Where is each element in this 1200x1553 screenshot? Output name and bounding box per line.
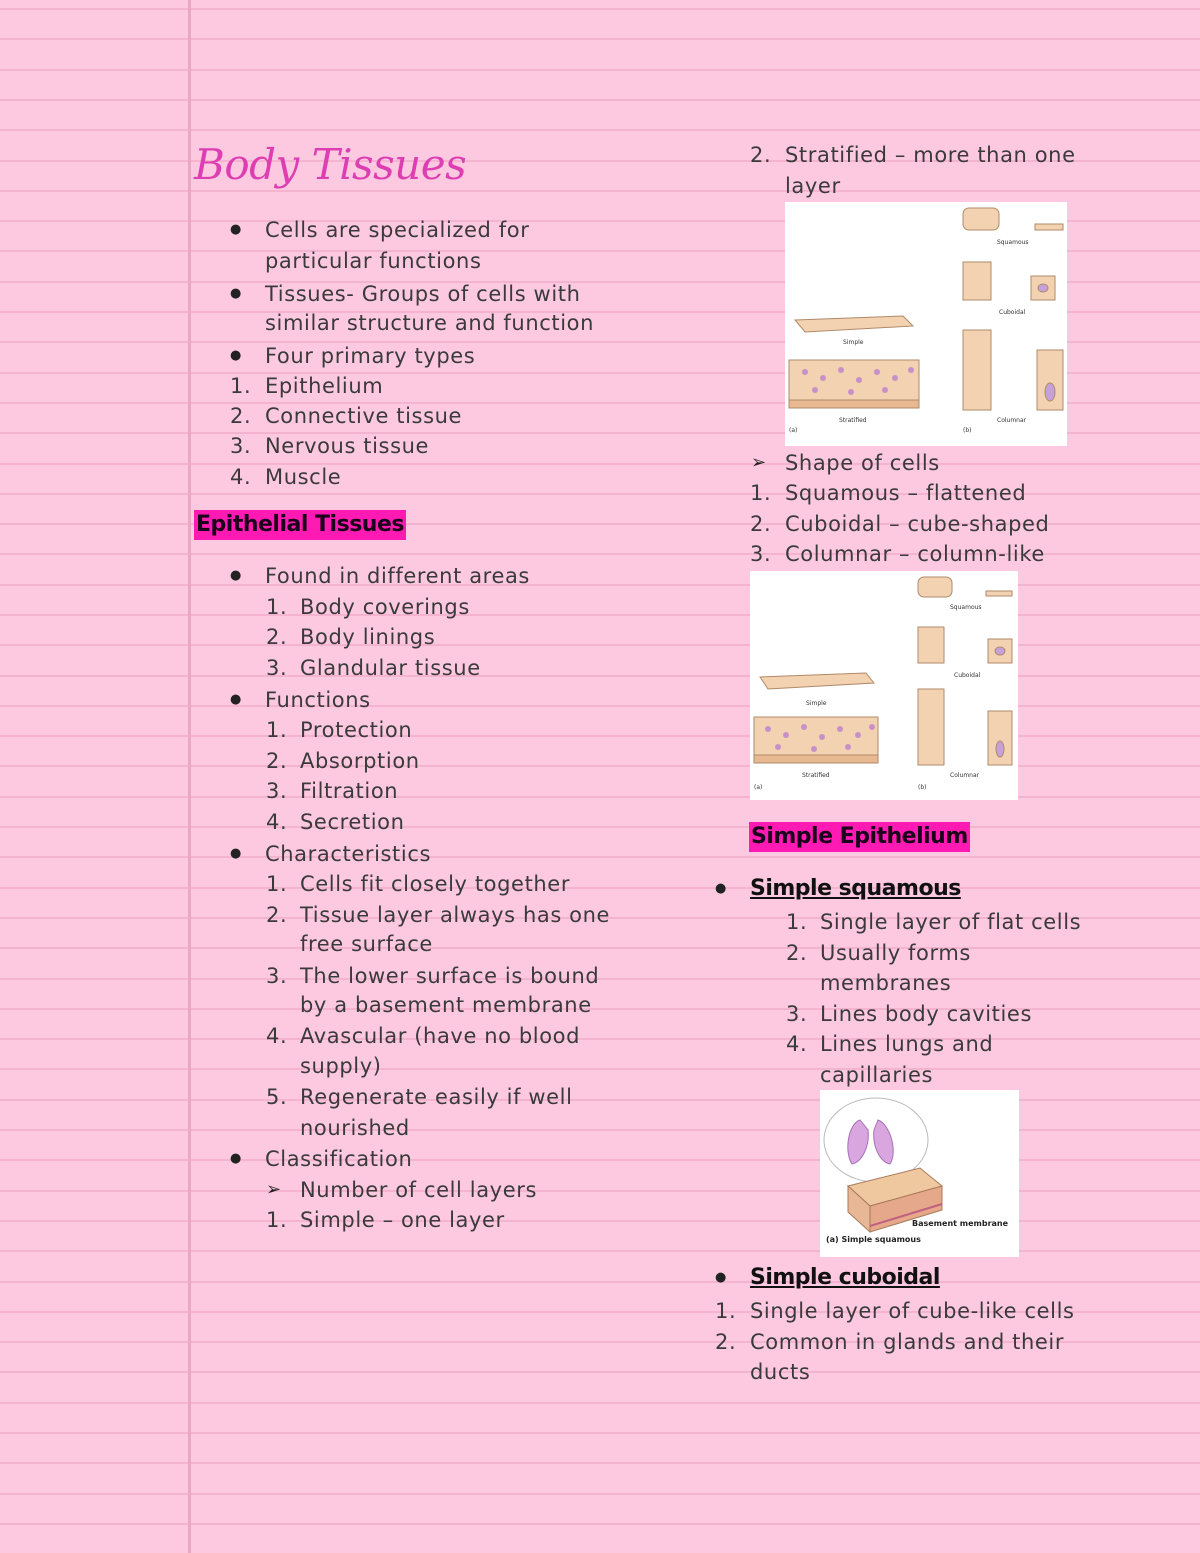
ruled-line — [0, 826, 1200, 828]
figure-label: Cuboidal — [999, 309, 1026, 316]
list-item: ➢ Shape of cells — [785, 448, 940, 478]
list-item: Absorption — [300, 749, 420, 773]
list-number: 4. — [786, 1032, 808, 1056]
list-item: Single layer of flat cells — [820, 910, 1082, 934]
list-number: 4. — [266, 810, 288, 834]
ruled-line — [0, 1159, 1200, 1161]
ruled-line — [0, 1068, 1200, 1070]
ruled-line — [0, 856, 1200, 858]
figure-label: (b) — [918, 784, 927, 791]
list-number: 2. — [266, 749, 288, 773]
ruled-line — [0, 1523, 1200, 1525]
list-number: 1. — [266, 872, 288, 896]
list-item: Secretion — [300, 810, 405, 834]
list-number: 1. — [715, 1299, 737, 1323]
simple-squamous-figure — [820, 1090, 1019, 1257]
figure-label: (a) Simple squamous — [826, 1235, 921, 1244]
ruled-line — [0, 1038, 1200, 1040]
ruled-line — [0, 1281, 1200, 1283]
list-number: 1. — [266, 595, 288, 619]
figure-label: Columnar — [997, 417, 1027, 424]
list-number: 3. — [786, 1002, 808, 1026]
ruled-line — [0, 644, 1200, 646]
list-item: Single layer of cube-like cells — [750, 1299, 1075, 1323]
list-item-cont: capillaries — [820, 1063, 934, 1087]
margin-line — [188, 0, 191, 1553]
list-number: 2. — [750, 512, 772, 536]
list-item: ● Cells are specialized for — [265, 215, 529, 245]
list-item: Simple – one layer — [300, 1208, 505, 1232]
list-number: 1. — [750, 481, 772, 505]
ruled-line — [0, 69, 1200, 71]
ruled-line — [0, 1462, 1200, 1464]
figure-label: Columnar — [950, 772, 980, 779]
list-number: 2. — [266, 903, 288, 927]
list-item: Epithelium — [265, 374, 384, 398]
ruled-line — [0, 8, 1200, 10]
ruled-line — [0, 463, 1200, 465]
figure-label: Simple — [806, 700, 827, 707]
list-item: ● Found in different areas — [265, 561, 530, 591]
ruled-line — [0, 1190, 1200, 1192]
ruled-line — [0, 978, 1200, 980]
ruled-line — [0, 796, 1200, 798]
list-item: ● Characteristics — [265, 839, 431, 869]
list-item: Stratified – more than one — [785, 143, 1076, 167]
figure-label: (a) — [754, 784, 763, 791]
list-number: 3. — [266, 656, 288, 680]
list-item: Filtration — [300, 779, 399, 803]
list-item-cont: by a basement membrane — [300, 993, 592, 1017]
ruled-line — [0, 1250, 1200, 1252]
list-item: Body coverings — [300, 595, 470, 619]
list-item: Common in glands and their — [750, 1330, 1065, 1354]
list-item-cont: supply) — [300, 1054, 382, 1078]
ruled-line — [0, 190, 1200, 192]
list-item-cont: particular functions — [265, 249, 482, 273]
subheading-simple-squamous: ● Simple squamous — [750, 874, 961, 904]
list-number: 3. — [266, 779, 288, 803]
cell-shapes-figure — [750, 571, 1018, 800]
figure-label: (b) — [963, 427, 972, 434]
list-number: 4. — [266, 1024, 288, 1048]
list-item: Columnar – column-like — [785, 542, 1045, 566]
list-number: 1. — [786, 910, 808, 934]
list-item: Glandular tissue — [300, 656, 481, 680]
subheading-simple-cuboidal: ● Simple cuboidal — [750, 1263, 940, 1293]
list-item: Regenerate easily if well — [300, 1085, 573, 1109]
list-item: Cuboidal – cube-shaped — [785, 512, 1050, 536]
ruled-line — [0, 129, 1200, 131]
figure-label: Squamous — [997, 239, 1029, 246]
ruled-line — [0, 1220, 1200, 1222]
ruled-line — [0, 1129, 1200, 1131]
list-item: Tissue layer always has one — [300, 903, 611, 927]
list-item: ● Four primary types — [265, 341, 475, 371]
ruled-line — [0, 1432, 1200, 1434]
list-number: 1. — [266, 718, 288, 742]
ruled-line — [0, 675, 1200, 677]
list-item: Muscle — [265, 465, 342, 489]
figure-label: Basement membrane — [912, 1219, 1009, 1228]
figure-label: Simple — [843, 339, 864, 346]
list-item-cont: layer — [785, 174, 841, 198]
ruled-line — [0, 705, 1200, 707]
list-item: Protection — [300, 718, 413, 742]
list-item: ● Functions — [265, 685, 371, 715]
list-item: Avascular (have no blood — [300, 1024, 581, 1048]
list-number: 2. — [715, 1330, 737, 1354]
ruled-line — [0, 947, 1200, 949]
figure-label: Stratified — [802, 772, 830, 779]
figure-label: (a) — [789, 427, 798, 434]
list-number: 3. — [750, 542, 772, 566]
list-number: 3. — [230, 434, 252, 458]
ruled-line — [0, 614, 1200, 616]
list-item: Squamous – flattened — [785, 481, 1027, 505]
ruled-line — [0, 38, 1200, 40]
ruled-line — [0, 765, 1200, 767]
section-heading-epithelial: Epithelial Tissues — [194, 510, 406, 540]
ruled-line — [0, 1402, 1200, 1404]
list-item: Usually forms — [820, 941, 971, 965]
list-number: 4. — [230, 465, 252, 489]
list-number: 5. — [266, 1085, 288, 1109]
list-item-cont: membranes — [820, 971, 952, 995]
ruled-line — [0, 584, 1200, 586]
section-heading-simple-epithelium: Simple Epithelium — [749, 822, 970, 852]
ruled-line — [0, 99, 1200, 101]
list-item: ➢ Number of cell layers — [300, 1175, 537, 1205]
figure-label: Cuboidal — [954, 672, 981, 679]
ruled-line — [0, 1493, 1200, 1495]
list-item-cont: ducts — [750, 1360, 811, 1384]
list-item: ● Tissues- Groups of cells with — [265, 279, 581, 309]
list-item-cont: nourished — [300, 1116, 410, 1140]
list-item: Connective tissue — [265, 404, 463, 428]
epithelium-classification-figure — [785, 202, 1067, 446]
ruled-line — [0, 735, 1200, 737]
list-item-cont: similar structure and function — [265, 311, 595, 335]
list-number: 2. — [230, 404, 252, 428]
figure-label: Squamous — [950, 604, 982, 611]
list-item: The lower surface is bound — [300, 964, 600, 988]
list-item: Lines lungs and — [820, 1032, 994, 1056]
list-number: 1. — [230, 374, 252, 398]
list-item: Body linings — [300, 625, 436, 649]
list-number: 3. — [266, 964, 288, 988]
list-number: 2. — [786, 941, 808, 965]
list-item-cont: free surface — [300, 932, 433, 956]
list-number: 1. — [266, 1208, 288, 1232]
list-number: 2. — [266, 625, 288, 649]
list-item: Nervous tissue — [265, 434, 430, 458]
figure-label: Stratified — [839, 417, 867, 424]
list-item: Lines body cavities — [820, 1002, 1032, 1026]
page-title: Body Tissues — [194, 140, 467, 189]
ruled-line — [0, 1099, 1200, 1101]
ruled-line — [0, 887, 1200, 889]
list-item: ● Classification — [265, 1144, 412, 1174]
list-item: Cells fit closely together — [300, 872, 571, 896]
ruled-line — [0, 1371, 1200, 1373]
list-number: 2. — [750, 143, 772, 167]
